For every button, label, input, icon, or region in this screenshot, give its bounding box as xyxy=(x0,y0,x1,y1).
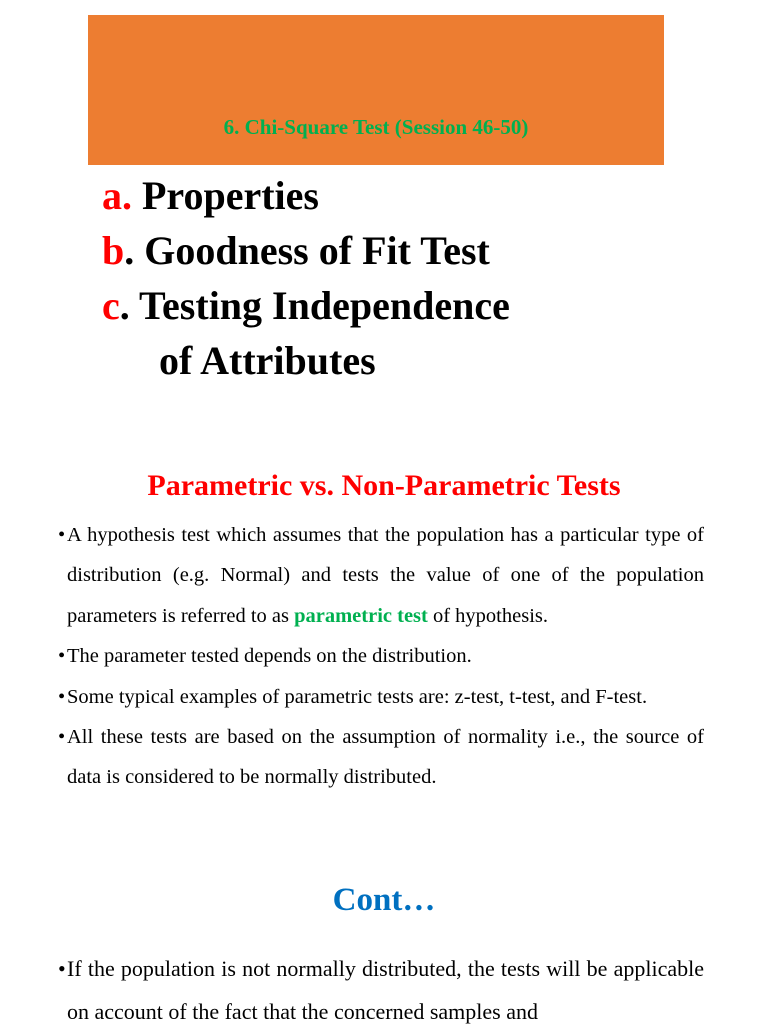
outline-letter: c xyxy=(102,283,120,328)
bullet-text: All these tests are based on the assumption of normality i.e., the source of data is considered to be normally distributed. xyxy=(67,726,704,789)
outline-text: . Goodness of Fit Test xyxy=(124,228,490,273)
list-item xyxy=(58,515,704,636)
outline-text: Properties xyxy=(132,173,319,218)
bullet-dot-icon: • xyxy=(58,685,66,708)
list-item xyxy=(58,677,704,717)
bullet-text-after: of hypothesis. xyxy=(427,604,549,627)
section-title-cont: Cont… xyxy=(332,882,436,918)
outline-item-a xyxy=(102,168,662,223)
section-title-parametric: Parametric vs. Non-Parametric Tests xyxy=(147,469,621,502)
bullet-dot-icon: • xyxy=(58,524,66,546)
bullet-dot-icon: • xyxy=(58,956,66,981)
list-item xyxy=(58,636,704,676)
parametric-bullet-list xyxy=(58,515,704,798)
list-item xyxy=(58,947,704,1024)
title-banner xyxy=(88,15,664,165)
banner-title: 6. Chi-Square Test (Session 46-50) xyxy=(223,115,529,139)
outline-item-c xyxy=(102,278,662,333)
outline-letter: a. xyxy=(102,173,132,218)
topic-outline xyxy=(102,168,662,388)
bullet-text: The parameter tested depends on the distribution. xyxy=(67,645,472,668)
bullet-text: Some typical examples of parametric tests are: z-test, t-test, and F-test. xyxy=(67,685,648,708)
bullet-dot-icon: • xyxy=(58,726,66,749)
outline-item-b xyxy=(102,223,662,278)
outline-text: . Testing Independence xyxy=(119,283,510,328)
outline-item-c-continuation: of Attributes xyxy=(159,338,376,383)
bullet-dot-icon: • xyxy=(58,645,66,668)
bullet-text-before: A hypothesis test which assumes that the population has a particular type of distribution (e.g. Normal) and tests the value of one of the population parameters is referred to as xyxy=(67,524,704,627)
parametric-test-highlight: parametric test xyxy=(294,604,428,627)
bullet-text: If the population is not normally distributed, the tests will be applicable on account of the fact that the concerned samples and xyxy=(67,956,704,1024)
cont-bullet-list xyxy=(58,947,704,1024)
list-item xyxy=(58,717,704,798)
outline-letter: b xyxy=(102,228,125,273)
